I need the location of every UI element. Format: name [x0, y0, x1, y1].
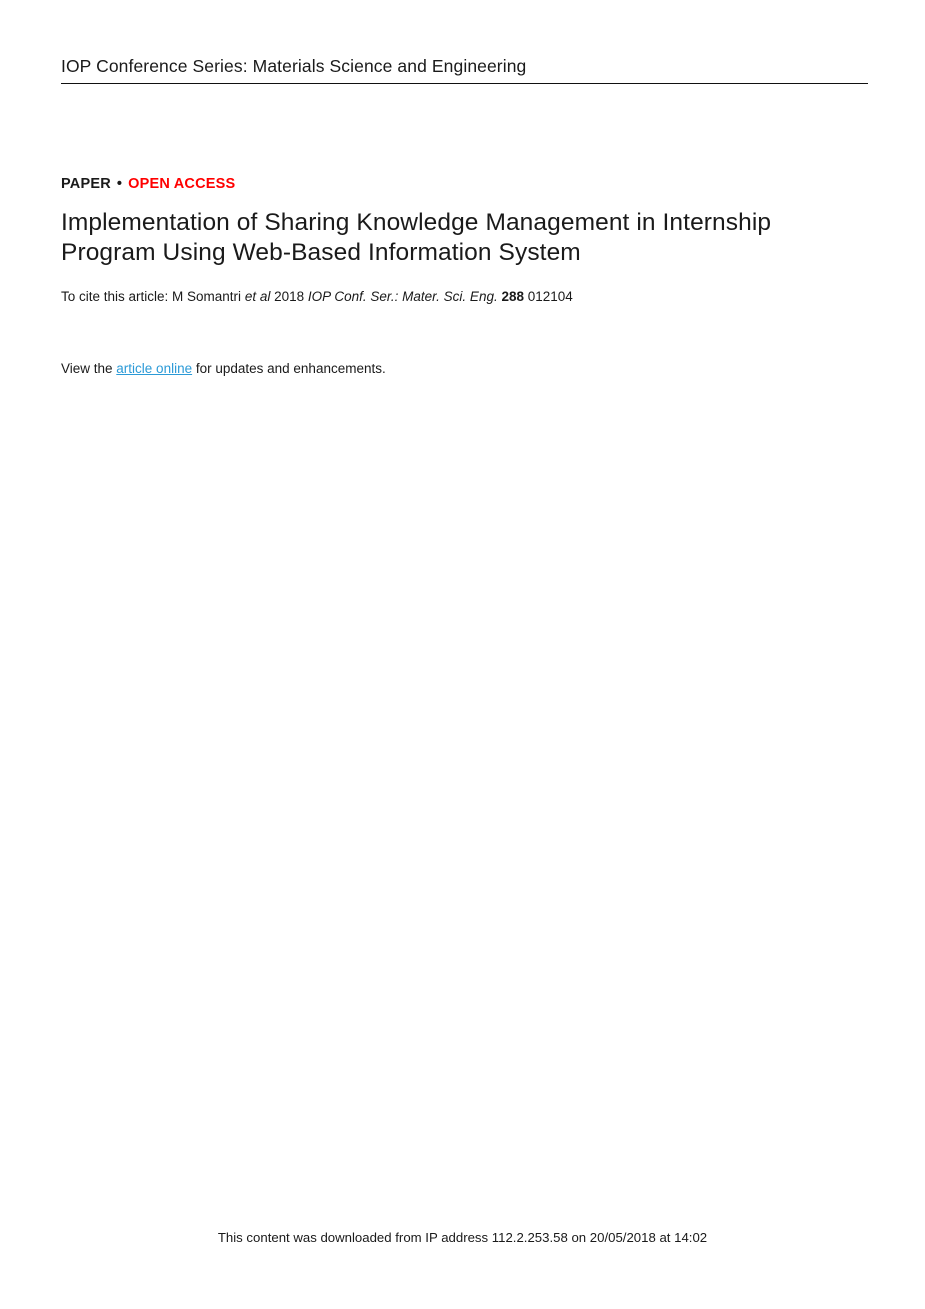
citation-article-number: 012104	[527, 289, 573, 304]
article-online-link[interactable]: article online	[116, 361, 193, 376]
citation-volume: 288	[497, 289, 528, 304]
view-online-line	[61, 361, 386, 376]
article-title: Implementation of Sharing Knowledge Management in Internship Program Using Web-Based Information System	[61, 209, 772, 266]
citation-journal-abbrev: IOP Conf. Ser.: Mater. Sci. Eng.	[307, 289, 498, 304]
download-notice: This content was downloaded from IP address 112.2.253.58 on 20/05/2018 at 14:02	[217, 1230, 708, 1245]
article-meta	[61, 176, 235, 192]
citation-line	[61, 289, 573, 304]
citation-year: 2018	[270, 289, 308, 304]
view-suffix: for updates and enhancements.	[192, 361, 386, 376]
view-prefix: View the	[61, 361, 117, 376]
paper-type-label: PAPER	[61, 176, 111, 192]
journal-title: IOP Conference Series: Materials Science and Engineering	[61, 56, 527, 76]
citation-prefix: To cite this article: M Somantri	[61, 289, 245, 304]
meta-separator-bullet: •	[116, 176, 123, 192]
citation-et-al: et al	[244, 289, 271, 304]
journal-banner	[61, 56, 868, 84]
open-access-label: OPEN ACCESS	[128, 176, 236, 192]
